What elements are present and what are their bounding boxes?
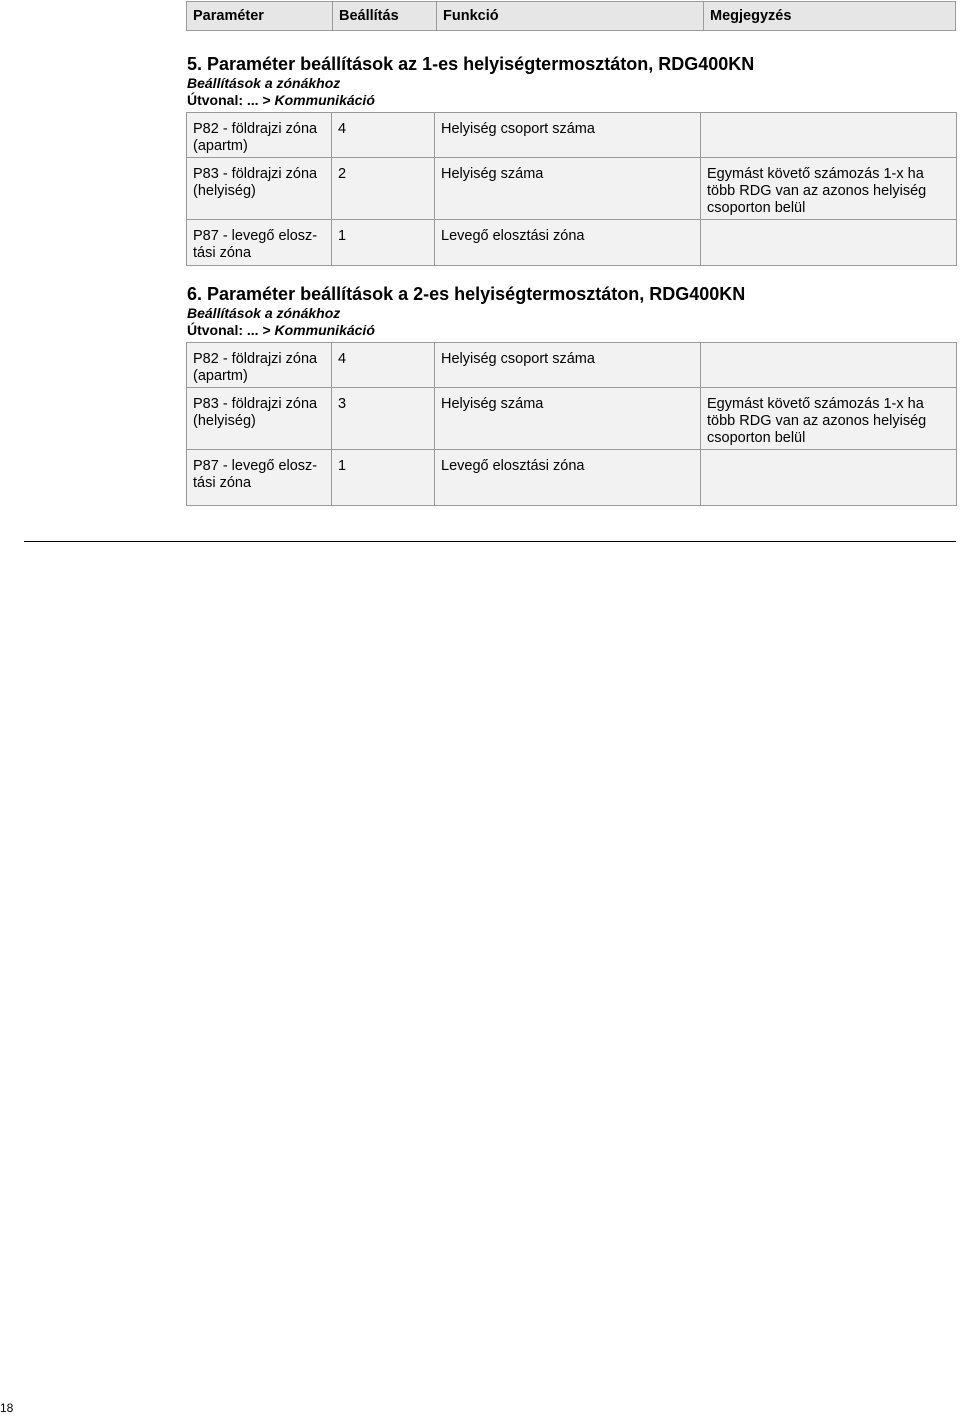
function-cell: Levegő elosztási zóna: [435, 450, 701, 506]
section-subtitle: Beállítások a zónákhoz: [187, 75, 341, 91]
param-cell: [187, 450, 332, 506]
param-cell: [187, 113, 332, 158]
note-line-3: csoporton belül: [707, 430, 806, 446]
param-line-2: (helyiség): [193, 183, 256, 199]
column-header-table: [186, 1, 956, 31]
value-cell: 4: [332, 113, 435, 158]
note-cell: [701, 113, 957, 158]
table-row: [187, 158, 957, 220]
column-header-row: [187, 2, 956, 31]
page-number: 18: [0, 1401, 14, 1415]
param-line-2: tási zóna: [193, 245, 252, 261]
value-cell: 1: [332, 450, 435, 506]
note-cell: [701, 450, 957, 506]
table-row: [187, 220, 957, 266]
param-line-1: P87 - levegő elosz-: [193, 458, 318, 474]
path-prefix: Útvonal: ... >: [187, 322, 275, 338]
note-line-1: Egymást követő számozás 1-x ha: [707, 396, 924, 412]
note-line-1: Egymást követő számozás 1-x ha: [707, 166, 924, 182]
param-line-1: P83 - földrajzi zóna: [193, 166, 318, 182]
value-cell: 3: [332, 388, 435, 450]
section-subtitle: Beállítások a zónákhoz: [187, 305, 341, 321]
note-line-2: több RDG van az azonos helyiség: [707, 413, 927, 429]
note-cell: [701, 343, 957, 388]
param-line-2: tási zóna: [193, 475, 252, 491]
param-line-2: (apartm): [193, 368, 248, 384]
function-cell: Helyiség száma: [435, 158, 701, 220]
function-cell: Helyiség csoport száma: [435, 113, 701, 158]
column-header-note: Megjegyzés: [704, 2, 956, 31]
note-line-3: csoporton belül: [707, 200, 806, 216]
note-cell: [701, 220, 957, 266]
section-6-parameter-table: [186, 342, 957, 506]
note-cell: [701, 158, 957, 220]
param-line-2: (helyiség): [193, 413, 256, 429]
value-cell: 1: [332, 220, 435, 266]
param-line-1: P83 - földrajzi zóna: [193, 396, 318, 412]
note-cell: [701, 388, 957, 450]
table-row: [187, 450, 957, 506]
section-5-heading: [187, 54, 957, 109]
function-cell: Helyiség csoport száma: [435, 343, 701, 388]
function-cell: Helyiség száma: [435, 388, 701, 450]
value-cell: 4: [332, 343, 435, 388]
table-row: [187, 113, 957, 158]
section-title: 5. Paraméter beállítások az 1-es helyiségtermosztáton, RDG400KN: [187, 54, 755, 74]
param-line-1: P82 - földrajzi zóna: [193, 121, 318, 137]
section-title: 6. Paraméter beállítások a 2-es helyiségtermosztáton, RDG400KN: [187, 284, 746, 304]
section-path: [187, 322, 957, 339]
param-cell: [187, 388, 332, 450]
table-row: [187, 388, 957, 450]
param-line-1: P82 - földrajzi zóna: [193, 351, 318, 367]
footer-divider: [24, 541, 956, 542]
column-header-parameter: Paraméter: [187, 2, 333, 31]
function-cell: Levegő elosztási zóna: [435, 220, 701, 266]
column-header-setting: Beállítás: [333, 2, 437, 31]
param-line-2: (apartm): [193, 138, 248, 154]
value-cell: 2: [332, 158, 435, 220]
note-line-2: több RDG van az azonos helyiség: [707, 183, 927, 199]
param-cell: [187, 220, 332, 266]
section-path: [187, 92, 957, 109]
column-header-function: Funkció: [437, 2, 704, 31]
table-row: [187, 343, 957, 388]
param-line-1: P87 - levegő elosz-: [193, 228, 318, 244]
path-target: Kommunikáció: [274, 92, 375, 108]
param-cell: [187, 343, 332, 388]
param-cell: [187, 158, 332, 220]
path-prefix: Útvonal: ... >: [187, 92, 275, 108]
path-target: Kommunikáció: [274, 322, 375, 338]
section-5-parameter-table: [186, 112, 957, 266]
section-6-heading: [187, 284, 957, 339]
